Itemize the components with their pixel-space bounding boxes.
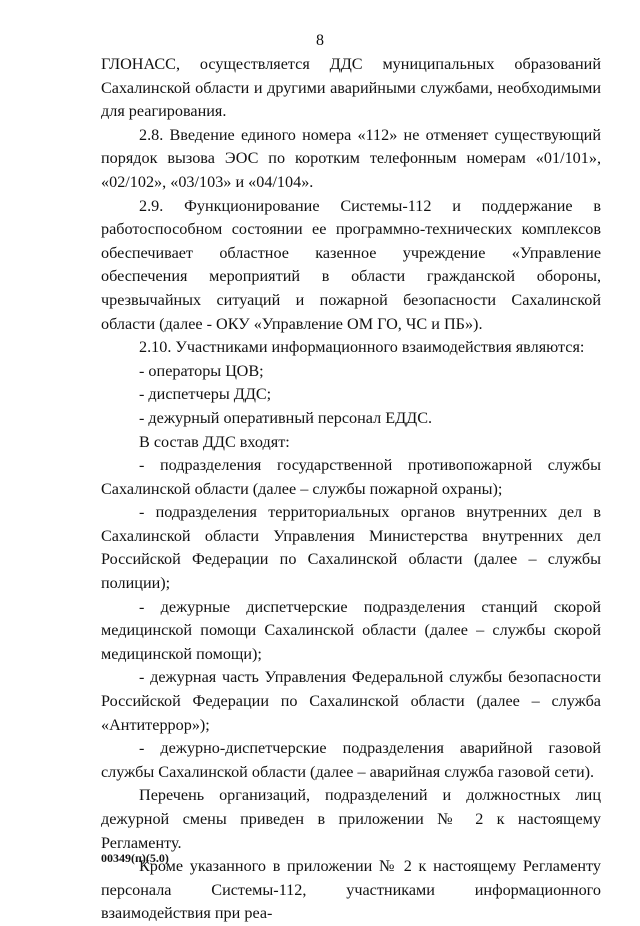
document-body: [101, 53, 601, 926]
page-number: 8: [316, 32, 324, 49]
paragraph-2-9: 2.9. Функционирование Системы-112 и поддержание в работоспособном состоянии ее программно-технических комплексов обеспечивает областное казенное учреждение «Управление обеспечения мероприятий в области гражданской обороны, чрезвычайных ситуаций и пожарной безопасности Сахалинской области (далее - ОКУ «Управление ОМ ГО, ЧС и ПБ»).: [101, 196, 601, 333]
list-item-ambulance: - дежурные диспетчерские подразделения станций скорой медицинской помощи Сахалинской области (далее – службы скорой медицинской помощи);: [101, 597, 601, 663]
list-item-dispatchers: - диспетчеры ДДС;: [139, 385, 272, 404]
paragraph-additional-participants: Кроме указанного в приложении № 2 к настоящему Регламенту персонала Системы-112, участниками информационного взаимодействия при реа-: [101, 857, 601, 923]
list-item-fire-service: - подразделения государственной противопожарной службы Сахалинской области (далее – службы пожарной охраны);: [101, 456, 601, 498]
paragraph-appendix-reference: Перечень организаций, подразделений и должностных лиц дежурной смены приведен в приложении № 2 к настоящему Регламенту.: [101, 786, 601, 852]
list-item-operators: - операторы ЦОВ;: [139, 361, 264, 380]
paragraph-2-8: 2.8. Введение единого номера «112» не отменяет существующий порядок вызова ЭОС по коротким телефонным номерам «01/101», «02/102», «03/103» и «04/104».: [101, 125, 601, 191]
paragraph-continuation: ГЛОНАСС, осуществляется ДДС муниципальных образований Сахалинской области и другими аварийными службами, необходимыми для реагирования.: [101, 55, 601, 121]
list-item-police: - подразделения территориальных органов внутренних дел в Сахалинской области Управления Министерства внутренних дел Российской Федерации по Сахалинской области (далее – службы полиции);: [101, 503, 601, 593]
paragraph-2-10: 2.10. Участниками информационного взаимодействия являются:: [139, 338, 585, 357]
document-code: 00349(п)(5.0): [101, 851, 169, 865]
dds-composition-heading: В состав ДДС входят:: [139, 432, 290, 451]
list-item-gas-service: - дежурно-диспетчерские подразделения аварийной газовой службы Сахалинской области (далее – аварийная служба газовой сети).: [101, 739, 601, 781]
list-item-duty-staff: - дежурный оперативный персонал ЕДДС.: [139, 408, 433, 427]
list-item-antiterror: - дежурная часть Управления Федеральной службы безопасности Российской Федерации по Сахалинской области (далее – служба «Антитеррор»);: [101, 668, 601, 734]
